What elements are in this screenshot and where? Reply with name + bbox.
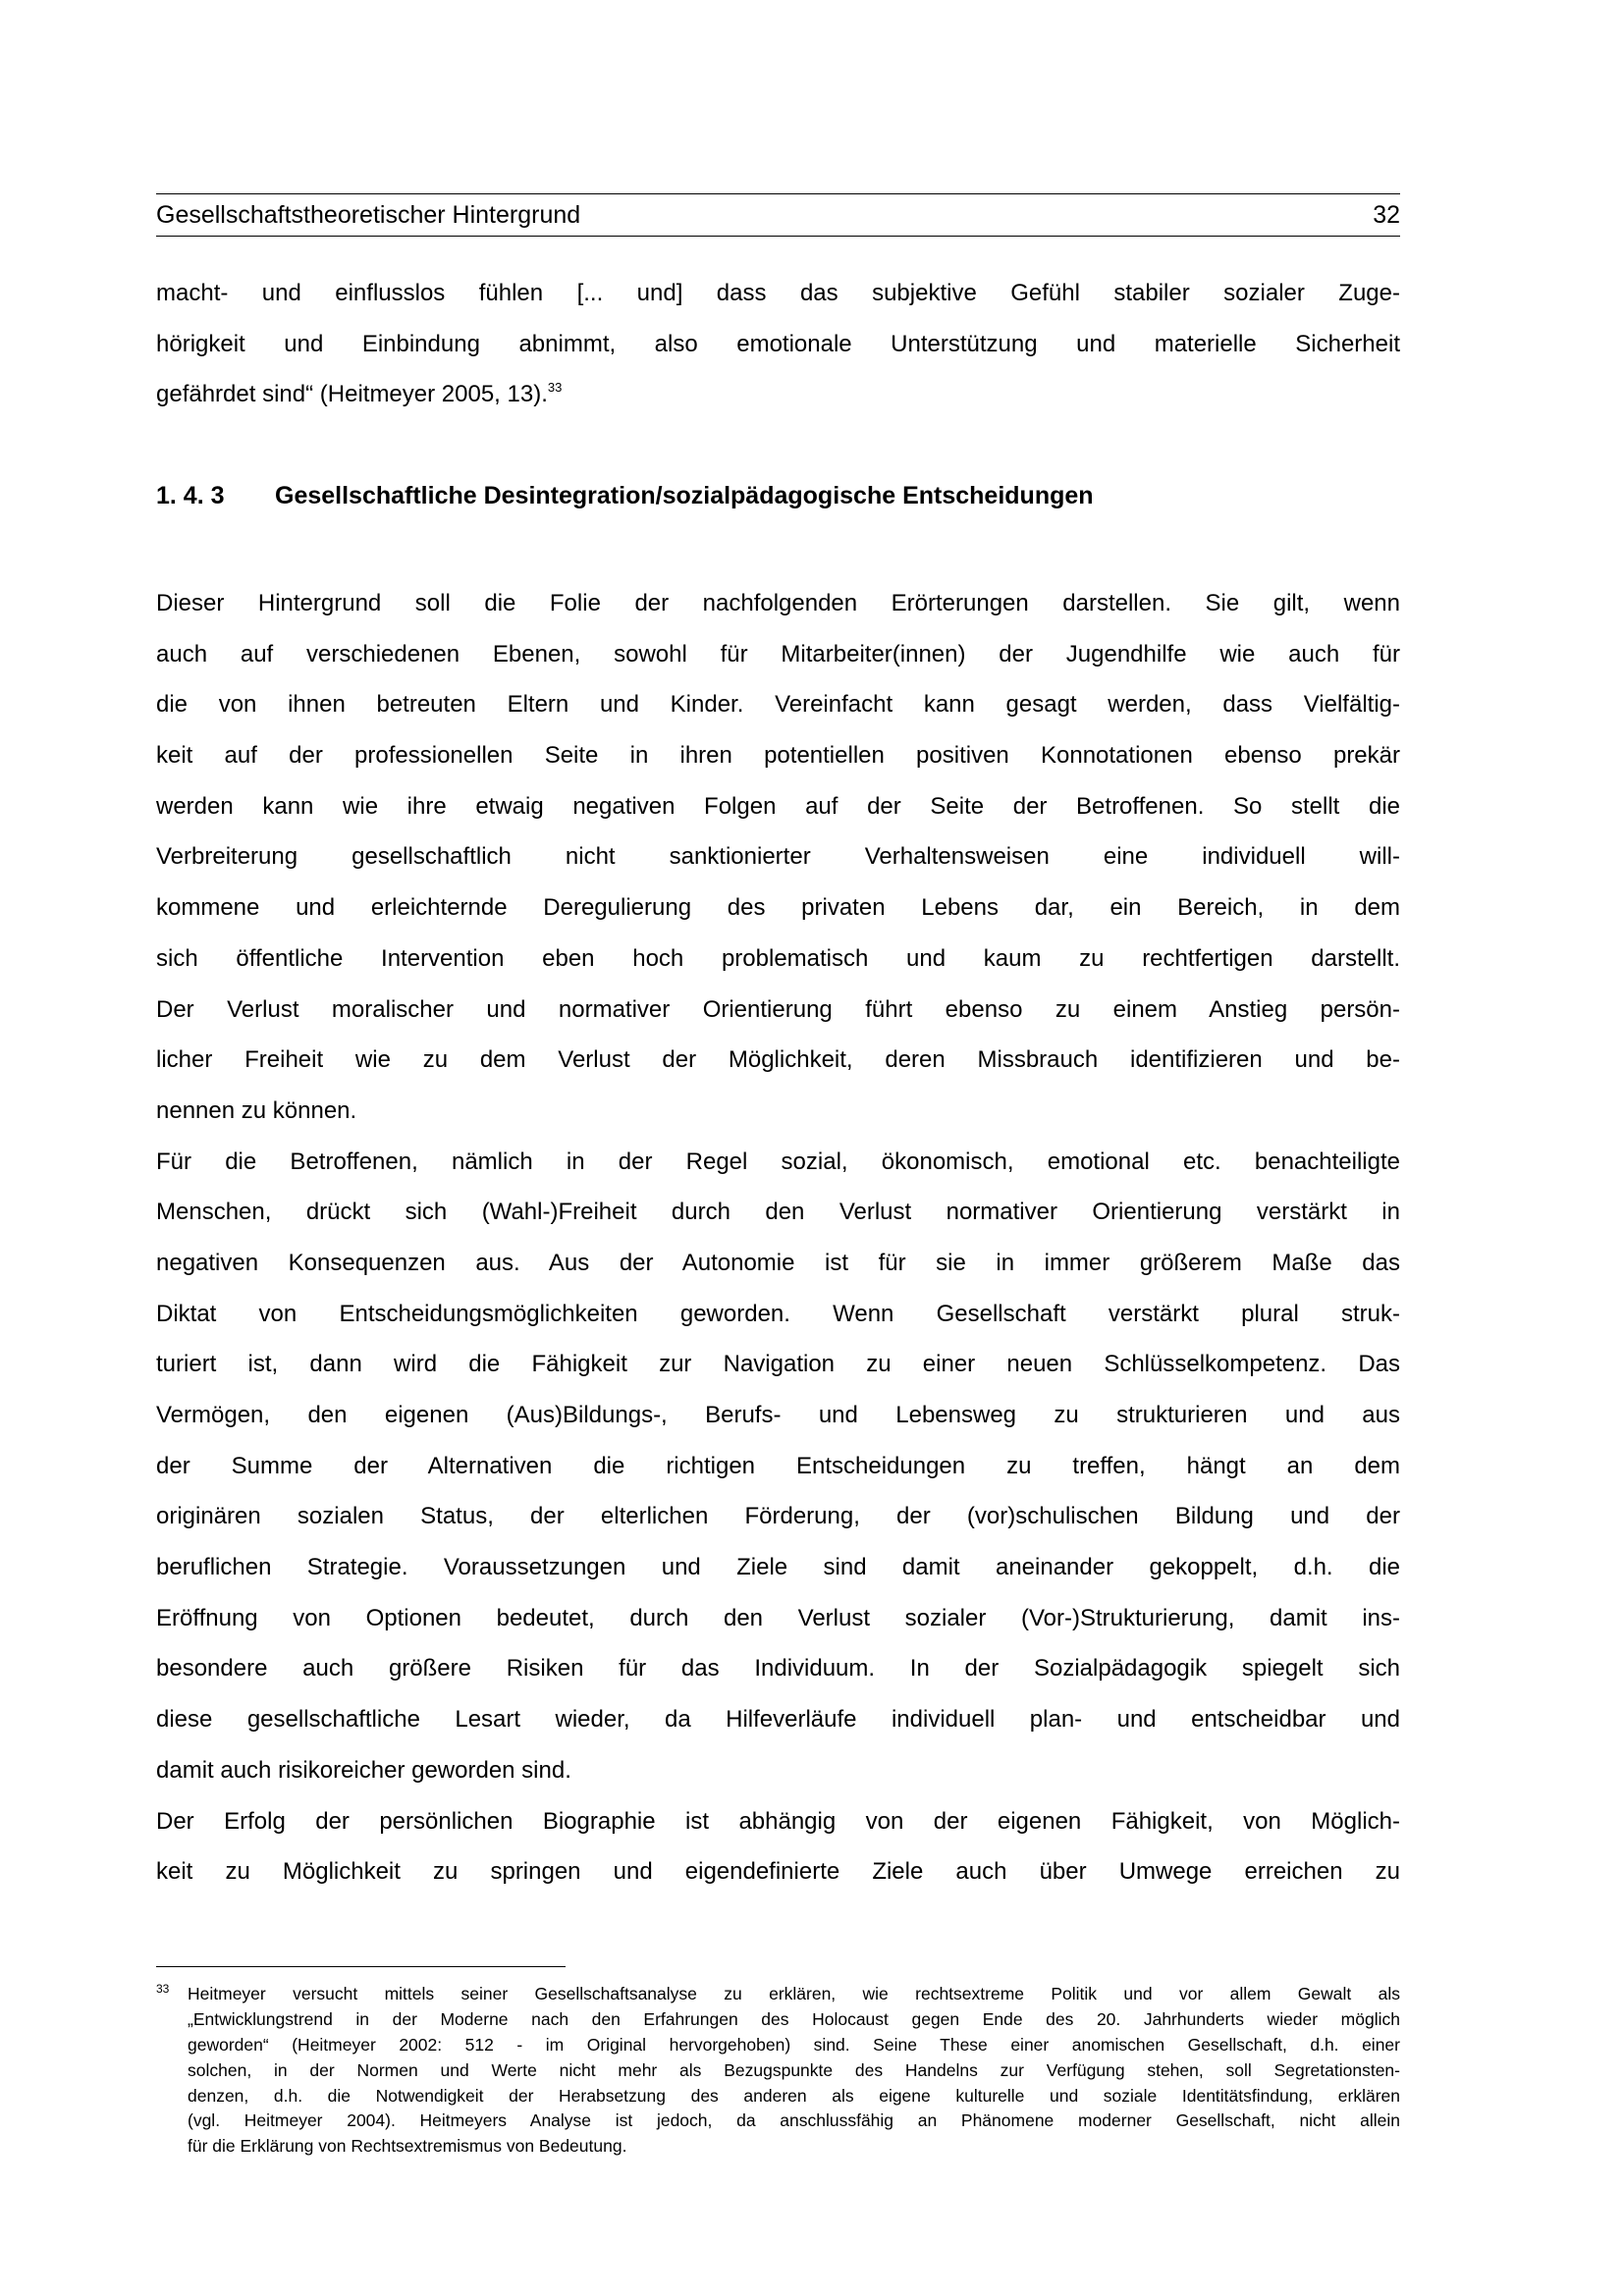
paragraph <box>156 1137 1400 1796</box>
text-line: besondere auch größere Risiken für das Individuum. In der Sozialpädagogik spiegelt sich <box>156 1655 1400 1682</box>
text-line: Heitmeyer versucht mittels seiner Gesellschaftsanalyse zu erklären, wie rechtsextreme Politik und vor allem Gewalt als <box>188 1984 1400 2003</box>
text-line: geworden“ (Heitmeyer 2002: 512 - im Original hervorgehoben) sind. Seine These einer anomischen Gesellschaft, d.h. einer <box>188 2034 1400 2055</box>
text-line: Der Verlust moralischer und normativer Orientierung führt ebenso zu einem Anstieg persön- <box>156 995 1400 1023</box>
footnote-reference[interactable]: 33 <box>547 380 563 396</box>
line-text: macht- und einflusslos fühlen [... und] dass das subjektive Gefühl stabiler sozialer Zuge- <box>156 280 1400 306</box>
paragraph <box>156 578 1400 1137</box>
text-line: turiert ist, dann wird die Fähigkeit zur Navigation zu einer neuen Schlüsselkompetenz. Das <box>156 1351 1400 1378</box>
page-number: 32 <box>1373 201 1400 229</box>
text-line: nennen zu können. <box>156 1096 357 1124</box>
intro-quote <box>156 268 1400 420</box>
text-line: Menschen, drückt sich (Wahl-)Freiheit durch den Verlust normativer Orientierung verstärkt in <box>156 1199 1400 1226</box>
text-line: solchen, in der Normen und Werte nicht mehr als Bezugspunkte des Handelns zur Verfügung stehen, soll Segretationsten- <box>188 2059 1400 2080</box>
text-line: negativen Konsequenzen aus. Aus der Autonomie ist für sie in immer größerem Maße das <box>156 1249 1400 1276</box>
text-line <box>156 319 1400 370</box>
running-header <box>156 199 1400 231</box>
text-line: Verbreiterung gesellschaftlich nicht sanktionierter Verhaltensweisen eine individuell will- <box>156 843 1400 871</box>
text-line: der Summe der Alternativen die richtigen Entscheidungen zu treffen, hängt an dem <box>156 1452 1400 1479</box>
text-line: denzen, d.h. die Notwendigkeit der Herabsetzung des anderen als eigene kulturelle und soziale Identitätsfindung, erklären <box>188 2085 1400 2106</box>
text-line: licher Freiheit wie zu dem Verlust der Möglichkeit, deren Missbrauch identifizieren und be- <box>156 1046 1400 1074</box>
text-line: damit auch risikoreicher geworden sind. <box>156 1756 571 1784</box>
text-line: keit auf der professionellen Seite in ihren potentiellen positiven Konnotationen ebenso prekär <box>156 742 1400 770</box>
line-text: hörigkeit und Einbindung abnimmt, also emotionale Unterstützung und materielle Sicherheit <box>156 330 1400 357</box>
text-line: keit zu Möglichkeit zu springen und eigendefinierte Ziele auch über Umwege erreichen zu <box>156 1858 1400 1886</box>
text-line: kommene und erleichternde Deregulierung des privaten Lebens dar, ein Bereich, in dem <box>156 894 1400 922</box>
line-text: gefährdet sind“ (Heitmeyer 2005, 13). <box>156 381 548 408</box>
text-line: sich öffentliche Intervention eben hoch problematisch und kaum zu rechtfertigen darstellt. <box>156 944 1400 972</box>
text-line: Der Erfolg der persönlichen Biographie ist abhängig von der eigenen Fähigkeit, von Möglich- <box>156 1807 1400 1835</box>
header-title: Gesellschaftstheoretischer Hintergrund <box>156 201 581 229</box>
text-line: „Entwicklungstrend in der Moderne nach den Erfahrungen des Holocaust gegen Ende des 20. Jahrhunderts wieder möglich <box>188 2008 1400 2029</box>
text-line: werden kann wie ihre etwaig negativen Folgen auf der Seite der Betroffenen. So stellt die <box>156 792 1400 820</box>
text-line: Diktat von Entscheidungsmöglichkeiten geworden. Wenn Gesellschaft verstärkt plural struk- <box>156 1300 1400 1327</box>
header-bottom-rule <box>156 236 1400 237</box>
text-line: diese gesellschaftliche Lesart wieder, da Hilfeverläufe individuell plan- und entscheidbar und <box>156 1706 1400 1734</box>
text-line: Für die Betroffenen, nämlich in der Regel sozial, ökonomisch, emotional etc. benachteiligte <box>156 1148 1400 1175</box>
text-line <box>156 268 1400 319</box>
section-number: 1. 4. 3 <box>156 482 225 509</box>
footnote-separator <box>156 1966 566 1967</box>
section-title: Gesellschaftliche Desintegration/sozialpädagogische Entscheidungen <box>275 482 1094 509</box>
body-text <box>156 578 1400 1897</box>
text-line: auch auf verschiedenen Ebenen, sowohl für Mitarbeiter(innen) der Jugendhilfe wie auch für <box>156 640 1400 667</box>
text-line: Vermögen, den eigenen (Aus)Bildungs-, Berufs- und Lebensweg zu strukturieren und aus <box>156 1402 1400 1428</box>
text-line: (vgl. Heitmeyer 2004). Heitmeyers Analyse ist jedoch, da anschlussfähig an Phänomene moderner Gesellschaft, nicht allein <box>188 2110 1400 2131</box>
text-line: Eröffnung von Optionen bedeutet, durch den Verlust sozialer (Vor-)Strukturierung, damit ins- <box>156 1604 1400 1631</box>
footnote-text <box>188 1982 1400 2160</box>
footnote-number: 33 <box>156 1982 170 1996</box>
text-line: Dieser Hintergrund soll die Folie der nachfolgenden Erörterungen darstellen. Sie gilt, wenn <box>156 590 1400 616</box>
text-line: originären sozialen Status, der elterlichen Förderung, der (vor)schulischen Bildung und der <box>156 1503 1400 1530</box>
paragraph <box>156 1796 1400 1897</box>
text-line: die von ihnen betreuten Eltern und Kinder. Vereinfacht kann gesagt werden, dass Vielfältig- <box>156 691 1400 719</box>
text-line: für die Erklärung von Rechtsextremismus von Bedeutung. <box>188 2136 627 2157</box>
text-line: beruflichen Strategie. Voraussetzungen und Ziele sind damit aneinander gekoppelt, d.h. die <box>156 1554 1400 1581</box>
text-line <box>156 369 1400 420</box>
header-top-rule <box>156 193 1400 194</box>
section-heading <box>156 471 1094 522</box>
